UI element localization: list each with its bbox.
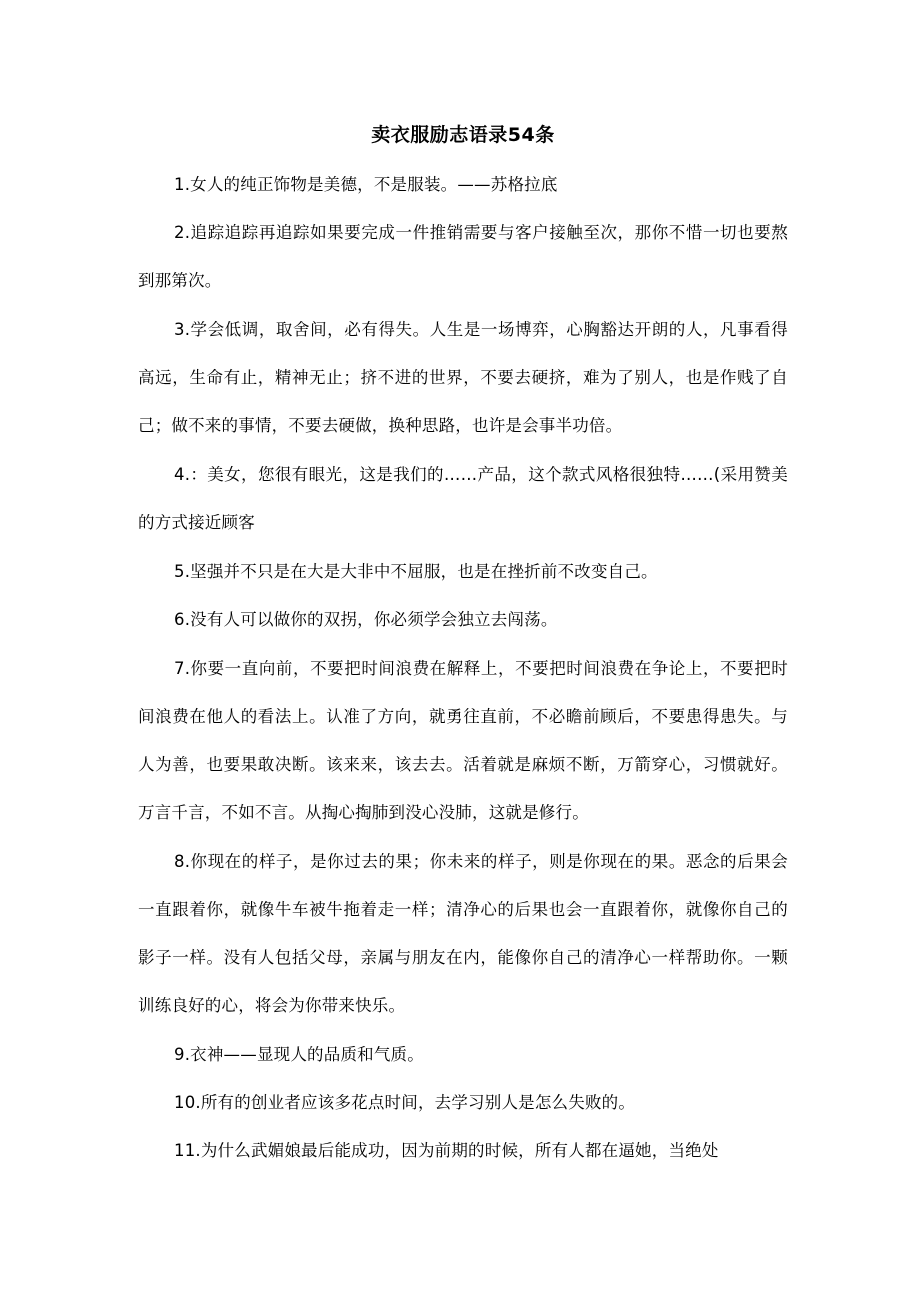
paragraph-4: 4.：美女，您很有眼光，这是我们的……产品，这个款式风格很独特……(采用赞美的方式接近顾客 <box>138 465 788 532</box>
paragraph-10: 10.所有的创业者应该多花点时间，去学习别人是怎么失败的。 <box>174 1093 636 1112</box>
paragraph-9: 9.衣神——显现人的品质和气质。 <box>174 1045 424 1064</box>
document-title: 卖衣服励志语录54条 <box>371 124 555 146</box>
paragraph-5: 5.坚强并不只是在大是大非中不屈服，也是在挫折前不改变自己。 <box>174 562 658 581</box>
paragraph-2: 2.追踪追踪再追踪如果要完成一件推销需要与客户接触至次，那你不惜一切也要熬到那第次。 <box>138 223 788 290</box>
paragraph-1: 1.女人的纯正饰物是美德，不是服装。——苏格拉底 <box>174 175 558 194</box>
paragraph-6: 6.没有人可以做你的双拐，你必须学会独立去闯荡。 <box>174 610 558 629</box>
paragraph-11: 11.为什么武媚娘最后能成功，因为前期的时候，所有人都在逼她，当绝处 <box>174 1141 719 1160</box>
paragraph-8: 8.你现在的样子，是你过去的果；你未来的样子，则是你现在的果。恶念的后果会一直跟着你，就像牛车被牛拖着走一样；清净心的后果也会一直跟着你，就像你自己的影子一样。没有人包括父母，亲属与朋友在内，能像你自己的清净心一样帮助你。一颗训练良好的心，将会为你带来快乐。 <box>138 852 788 1015</box>
paragraph-3: 3.学会低调，取舍间，必有得失。人生是一场博弈，心胸豁达开朗的人，凡事看得高远，生命有止，精神无止；挤不进的世界，不要去硬挤，难为了别人，也是作贱了自己；做不来的事情，不要去硬做，换种思路，也许是会事半功倍。 <box>138 320 788 435</box>
paragraph-7: 7.你要一直向前，不要把时间浪费在解释上，不要把时间浪费在争论上，不要把时间浪费在他人的看法上。认准了方向，就勇往直前，不必瞻前顾后，不要患得患失。与人为善，也要果敢决断。该来来，该去去。活着就是麻烦不断，万箭穿心，习惯就好。万言千言，不如不言。从掏心掏肺到没心没肺，这就是修行。 <box>138 659 788 822</box>
